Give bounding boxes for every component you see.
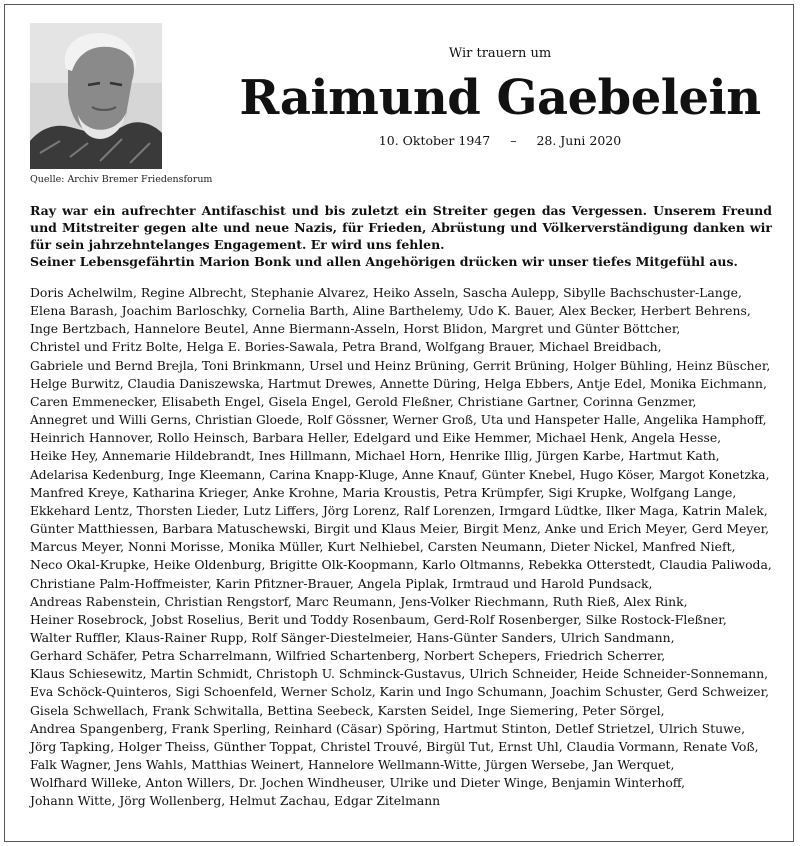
signatory-line: Jörg Tapking, Holger Theiss, Günther Toppat, Christel Trouvé, Birgül Tut, Ernst Uhl, Claudia Vormann, Renate Voß, [30,738,759,754]
signatory-line: Marcus Meyer, Nonni Morisse, Monika Müller, Kurt Nelhiebel, Carsten Neumann, Dieter Nickel, Manfred Nieft, [30,539,736,555]
signatory-line: Doris Achelwilm, Regine Albrecht, Stephanie Alvarez, Heiko Asseln, Sascha Aulepp, Sibylle Bachschuster-Lange, [30,285,742,300]
tribute-statement [30,202,772,270]
signatories-list [30,284,772,811]
signatory-line: Andreas Rabenstein, Christian Rengstorf, Marc Reumann, Jens-Volker Riechmann, Ruth Rieß, Alex Rink, [30,593,688,609]
signatory-line: Elena Barash, Joachim Barloschky, Cornelia Barth, Aline Barthelemy, Udo K. Bauer, Alex Becker, Herbert Behrens, [30,303,751,319]
signatory-line: Christel und Fritz Bolte, Helga E. Bories-Sawala, Petra Brand, Wolfgang Brauer, Michael Breidbach, [30,339,662,355]
intro-text: Wir trauern um [448,46,552,61]
photo-caption: Quelle: Archiv Bremer Friedensforum [30,174,213,185]
signatory-line: Johann Witte, Jörg Wollenberg, Helmut Zachau, Edgar Zitelmann [30,793,441,809]
signatory-line: Neco Okal-Krupke, Heike Oldenburg, Brigitte Olk-Koopmann, Karlo Oltmanns, Rebekka Otterstedt, Claudia Paliwoda, [30,557,772,573]
life-dates [300,133,700,148]
signatory-line: Heiner Rosebrock, Jobst Roselius, Berit und Toddy Rosenbaum, Gerd-Rolf Rosenberger, Silke Rostock-Fleßner, [30,611,727,627]
signatory-line: Günter Matthiessen, Barbara Matuschewski, Birgit und Klaus Meier, Birgit Menz, Anke und Erich Meyer, Gerd Meyer, [30,522,770,537]
signatory-line: Eva Schöck-Quinteros, Sigi Schoenfeld, Werner Scholz, Karin und Ingo Schumann, Joachim Schuster, Gerd Schweizer, [30,685,770,700]
signatory-line: Klaus Schiesewitz, Martin Schmidt, Christoph U. Schminck-Gustavus, Ulrich Schneider, Heide Schneider-Sonnemann, [30,667,769,682]
signatory-line: Ekkehard Lentz, Thorsten Lieder, Lutz Liffers, Jörg Lorenz, Ralf Lorenzen, Irmgard Lüdtke, Ilker Maga, Katrin Malek, [30,503,768,518]
signatory-line: Adelarisa Kedenburg, Inge Kleemann, Carina Knapp-Kluge, Anne Knauf, Günter Knebel, Hugo Köser, Margot Konetzka, [30,467,770,482]
signatory-line: Helge Burwitz, Claudia Daniszewska, Hartmut Drewes, Annette Düring, Helga Ebbers, Antje Edel, Monika Eichmann, [30,376,767,391]
birth-date: 10. Oktober 1947 [378,133,491,148]
statement-paragraph: Ray war ein aufrechter Antifaschist und bis zuletzt ein Streiter gegen das Vergessen. Unserem Freund und Mitstreiter gegen alte und neue Nazis, für Frieden, Abrüstung und Völkerverständigung danken wir für sein jahrzehntelanges Engagement. Er wird uns fehlen. [30,203,772,252]
signatory-line: Wolfhard Willeke, Anton Willers, Dr. Jochen Windheuser, Ulrike und Dieter Winge, Benjamin Winterhoff, [30,775,686,791]
death-date: 28. Juni 2020 [536,133,622,148]
signatory-line: Andrea Spangenberg, Frank Sperling, Reinhard (Cäsar) Spöring, Hartmut Stinton, Detlef Strietzel, Ulrich Stuwe, [30,720,746,736]
signatory-line: Caren Emmenecker, Elisabeth Engel, Gisela Engel, Gerold Fleßner, Christiane Gartner, Corinna Genzmer, [30,393,697,409]
portrait-photo [30,23,162,169]
deceased-name: Raimund Gaebelein [239,70,761,126]
signatory-line: Heinrich Hannover, Rollo Heinsch, Barbara Heller, Edelgard und Eike Hemmer, Michael Henk, Angela Hesse, [30,430,722,446]
signatory-line: Gabriele und Bernd Brejla, Toni Brinkmann, Ursel und Heinz Brüning, Gerrit Brüning, Holger Bühling, Heinz Büscher, [30,358,771,373]
signatory-line: Walter Ruffler, Klaus-Rainer Rupp, Rolf Sänger-Diestelmeier, Hans-Günter Sanders, Ulrich Sandmann, [30,629,675,645]
signatory-line: Manfred Kreye, Katharina Krieger, Anke Krohne, Maria Kroustis, Petra Krümpfer, Sigi Krupke, Wolfgang Lange, [30,484,737,500]
statement-paragraph: Seiner Lebensgefährtin Marion Bonk und allen Angehörigen drücken wir unser tiefes Mitgefühl aus. [30,254,738,269]
signatory-line: Heike Hey, Annemarie Hildebrandt, Ines Hillmann, Michael Horn, Henrike Illig, Jürgen Karbe, Hartmut Kath, [30,448,720,464]
signatory-line: Inge Bertzbach, Hannelore Beutel, Anne Biermann-Asseln, Horst Blidon, Margret und Günter Böttcher, [30,321,681,337]
signatory-line: Gerhard Schäfer, Petra Scharrelmann, Wilfried Schartenberg, Norbert Schepers, Friedrich Scherrer, [30,648,666,664]
signatory-line: Gisela Schwellach, Frank Schwitalla, Bettina Seebeck, Karsten Seidel, Inge Siemering, Peter Sörgel, [30,702,665,718]
date-separator: – [510,133,517,148]
signatory-line: Christiane Palm-Hoffmeister, Karin Pfitzner-Brauer, Angela Piplak, Irmtraud und Harold Pundsack, [30,575,653,591]
signatory-line: Falk Wagner, Jens Wahls, Matthias Weinert, Hannelore Wellmann-Witte, Jürgen Wersebe, Jan Werquet, [30,757,675,773]
signatory-line: Annegret und Willi Gerns, Christian Gloede, Rolf Gössner, Werner Groß, Uta und Hanspeter Halle, Angelika Hamphoff, [30,413,767,428]
